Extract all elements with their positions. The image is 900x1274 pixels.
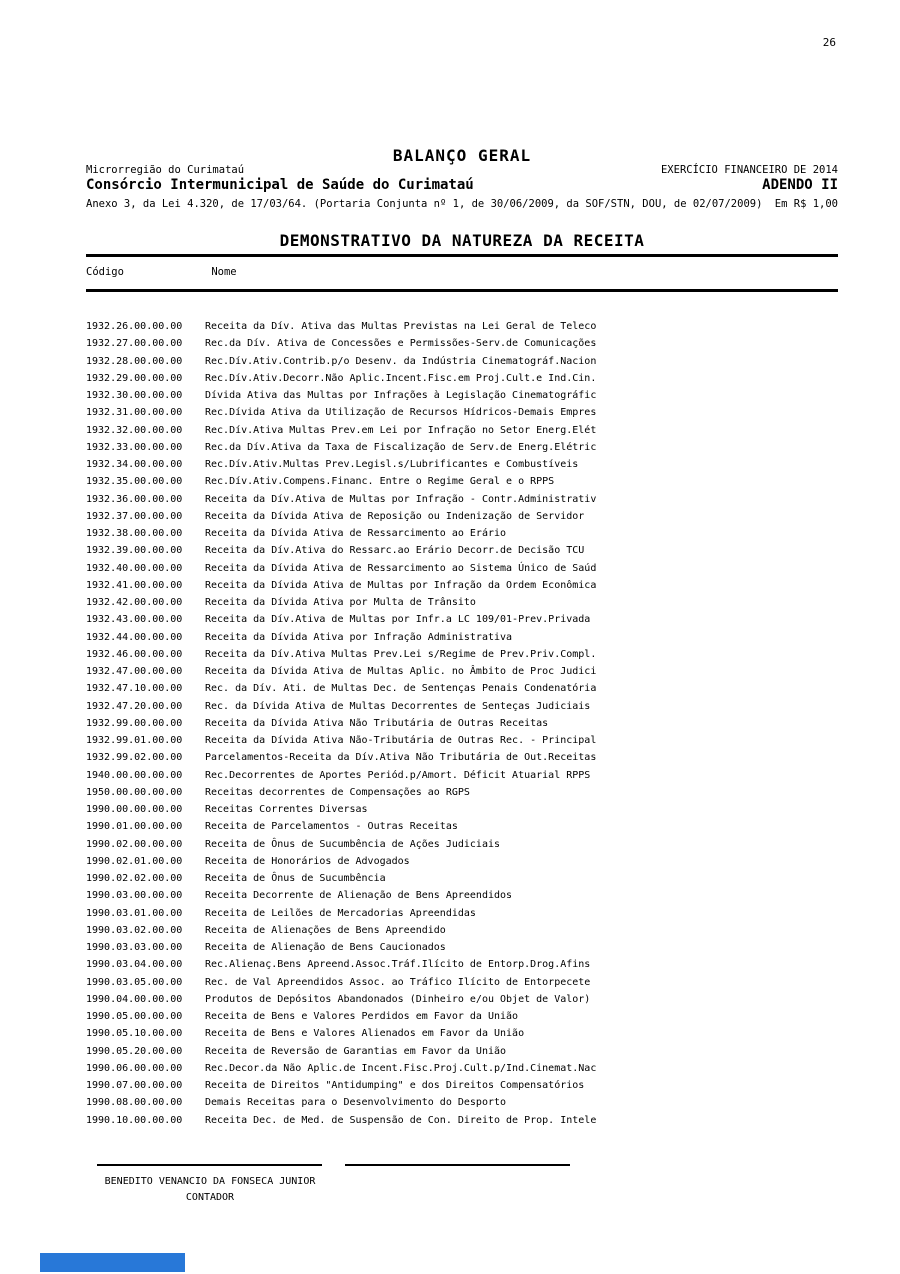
row-code: 1932.99.01.00.00 (86, 735, 183, 746)
table-row (86, 956, 846, 973)
page-number: 26 (822, 36, 836, 49)
receipt-nature-table (86, 318, 846, 1129)
header-row-1 (86, 164, 838, 176)
row-code: 1932.30.00.00.00 (86, 390, 183, 401)
table-row (86, 715, 846, 732)
currency-unit-label: Em R$ 1,00 (774, 198, 838, 210)
row-code: 1932.36.00.00.00 (86, 493, 183, 505)
row-name: Rec. da Dív. Ati. de Multas Dec. de Sentenças Penais Condenatória (205, 683, 597, 695)
row-name: Receita da Dív.Ativa de Multas por Infr.a LC 109/01-Prev.Privada (205, 614, 591, 626)
row-code: 1990.04.00.00.00 (86, 993, 183, 1005)
row-name: Receita da Dívida Ativa de Ressarcimento ao Erário (205, 528, 507, 539)
row-name: Receita de Parcelamentos - Outras Receitas (205, 821, 458, 833)
column-header-codigo: Código (86, 266, 124, 278)
table-row (86, 818, 846, 835)
row-name: Receita Decorrente de Alienação de Bens Apreendidos (205, 890, 513, 902)
row-code: 1990.08.00.00.00 (86, 1097, 183, 1109)
row-name: Rec.Dív.Ativ.Contrib.p/o Desenv. da Indústria Cinematográf.Nacion (205, 355, 597, 367)
table-row (86, 491, 846, 508)
addendum-label: ADENDO II (762, 177, 838, 193)
row-name: Rec.Dív.Ativ.Compens.Financ. Entre o Regime Geral e o RPPS (205, 476, 555, 488)
org-name: Consórcio Intermunicipal de Saúde do Curimataú (86, 177, 474, 193)
row-code: 1990.05.00.00.00 (86, 1011, 183, 1022)
row-name: Demais Receitas para o Desenvolvimento do Desporto (205, 1097, 507, 1109)
table-row (86, 387, 846, 404)
table-row (86, 404, 846, 421)
table-row (86, 1077, 846, 1094)
row-code: 1932.28.00.00.00 (86, 355, 183, 367)
table-row (86, 905, 846, 922)
row-code: 1932.47.10.00.00 (86, 683, 183, 695)
table-row (86, 629, 846, 646)
row-name: Rec.Decorrentes de Aportes Periód.p/Amort. Déficit Atuarial RPPS (205, 769, 591, 781)
row-name: Receita de Alienação de Bens Caucionados (205, 942, 446, 953)
table-row (86, 784, 846, 801)
row-name: Produtos de Depósitos Abandonados (Dinheiro e/ou Objet de Valor) (205, 993, 591, 1005)
row-name: Receita da Dívida Ativa de Multas por Infração da Ordem Econômica (205, 579, 597, 591)
fiscal-year-label: EXERCÍCIO FINANCEIRO DE 2014 (660, 164, 838, 176)
table-row (86, 853, 846, 870)
row-code: 1990.02.01.00.00 (86, 855, 183, 867)
row-code: 1990.07.00.00.00 (86, 1080, 183, 1091)
row-name: Receita da Dívida Ativa por Multa de Trânsito (205, 597, 476, 608)
table-row (86, 422, 846, 439)
table-row (86, 1112, 846, 1129)
row-code: 1932.99.02.00.00 (86, 752, 183, 764)
blue-highlight-bar (40, 1253, 185, 1272)
row-code: 1932.47.00.00.00 (86, 666, 183, 677)
row-code: 1932.34.00.00.00 (86, 459, 183, 470)
row-name: Receita de Bens e Valores Alienados em Favor da União (205, 1028, 525, 1040)
row-code: 1990.03.05.00.00 (86, 976, 183, 988)
row-name: Receitas decorrentes de Compensações ao RGPS (205, 786, 470, 798)
row-name: Dívida Ativa das Multas por Infrações à Legislação Cinematográfic (205, 390, 597, 401)
row-name: Receita de Reversão de Garantias em Favor da União (205, 1045, 507, 1057)
row-code: 1990.10.00.00.00 (86, 1114, 183, 1126)
table-row (86, 974, 846, 991)
column-header-nome: Nome (211, 266, 237, 278)
table-row (86, 991, 846, 1008)
signer-name: BENEDITO VENANCIO DA FONSECA JUNIOR (104, 1176, 316, 1187)
row-name: Receita da Dívida Ativa de Reposição ou Indenização de Servidor (205, 510, 585, 522)
row-code: 1932.99.00.00.00 (86, 717, 183, 729)
table-row (86, 439, 846, 456)
row-name: Receita da Dívida Ativa por Infração Administrativa (205, 631, 513, 643)
row-code: 1932.35.00.00.00 (86, 476, 183, 488)
table-row (86, 749, 846, 766)
row-name: Rec.Alienaç.Bens Apreend.Assoc.Tráf.Ilícito de Entorp.Drog.Afins (205, 959, 591, 971)
table-row (86, 887, 846, 904)
row-code: 1990.03.00.00.00 (86, 890, 183, 902)
row-name: Receita da Dívida Ativa de Ressarcimento ao Sistema Único de Saúd (205, 562, 597, 574)
row-name: Rec.Decor.da Não Aplic.de Incent.Fisc.Proj.Cult.p/Ind.Cinemat.Nac (205, 1062, 597, 1074)
table-row (86, 1094, 846, 1111)
row-name: Receita da Dív. Ativa das Multas Previstas na Lei Geral de Teleco (205, 321, 597, 332)
row-name: Rec.Dív.Ativa Multas Prev.em Lei por Infração no Setor Energ.Elét (205, 424, 597, 436)
row-name: Rec.Dívida Ativa da Utilização de Recursos Hídricos-Demais Empres (205, 407, 597, 419)
table-row (86, 836, 846, 853)
signer-role: CONTADOR (185, 1192, 235, 1203)
row-name: Receita de Ônus de Sucumbência (205, 873, 386, 884)
horizontal-rule-under-headers (86, 289, 838, 292)
table-row (86, 680, 846, 697)
table-row (86, 698, 846, 715)
table-row (86, 508, 846, 525)
row-name: Receita da Dívida Ativa Não Tributária de Outras Receitas (205, 717, 549, 729)
signature-line-left (97, 1164, 322, 1166)
row-code: 1990.01.00.00.00 (86, 821, 183, 833)
row-code: 1990.03.02.00.00 (86, 924, 183, 936)
table-row (86, 663, 846, 680)
row-code: 1932.47.20.00.00 (86, 700, 183, 712)
header-row-3 (86, 198, 838, 210)
row-name: Receita de Honorários de Advogados (205, 855, 410, 867)
row-name: Receita de Leilões de Mercadorias Apreendidas (205, 907, 476, 919)
row-code: 1990.02.00.00.00 (86, 838, 183, 850)
row-name: Receita da Dív.Ativa do Ressarc.ao Erário Decorr.de Decisão TCU (205, 545, 585, 557)
row-code: 1950.00.00.00.00 (86, 786, 183, 798)
row-code: 1932.38.00.00.00 (86, 528, 183, 539)
table-row (86, 525, 846, 542)
row-code: 1990.05.10.00.00 (86, 1028, 183, 1040)
row-code: 1932.41.00.00.00 (86, 579, 183, 591)
row-code: 1990.02.02.00.00 (86, 873, 183, 884)
table-row (86, 1025, 846, 1042)
report-title: BALANÇO GERAL (392, 146, 532, 165)
row-code: 1932.29.00.00.00 (86, 372, 183, 384)
row-name: Rec.da Dív. Ativa de Concessões e Permissões-Serv.de Comunicações (205, 338, 597, 350)
table-row (86, 577, 846, 594)
row-name: Receita de Alienações de Bens Apreendido (205, 924, 446, 936)
row-name: Receita de Ônus de Sucumbência de Ações Judiciais (205, 838, 501, 850)
signature-line-right (345, 1164, 570, 1166)
row-name: Rec.da Dív.Ativa da Taxa de Fiscalização de Serv.de Energ.Elétric (205, 441, 597, 453)
row-code: 1932.43.00.00.00 (86, 614, 183, 626)
row-code: 1932.37.00.00.00 (86, 510, 183, 522)
table-row (86, 318, 846, 335)
row-code: 1932.26.00.00.00 (86, 321, 183, 332)
table-row (86, 939, 846, 956)
table-row (86, 353, 846, 370)
table-row (86, 542, 846, 559)
table-row (86, 870, 846, 887)
table-row (86, 767, 846, 784)
row-name: Rec.Dív.Ativ.Multas Prev.Legisl.s/Lubrificantes e Combustíveis (205, 459, 579, 470)
table-row (86, 370, 846, 387)
row-code: 1932.27.00.00.00 (86, 338, 183, 350)
row-name: Receitas Correntes Diversas (205, 804, 368, 815)
table-row (86, 335, 846, 352)
row-code: 1932.44.00.00.00 (86, 631, 183, 643)
table-row (86, 1043, 846, 1060)
header-row-2 (86, 177, 838, 193)
table-row (86, 1008, 846, 1025)
table-row (86, 560, 846, 577)
row-code: 1940.00.00.00.00 (86, 769, 183, 781)
row-code: 1932.40.00.00.00 (86, 562, 183, 574)
row-name: Parcelamentos-Receita da Dív.Ativa Não Tributária de Out.Receitas (205, 752, 597, 764)
row-name: Receita Dec. de Med. de Suspensão de Con. Direito de Prop. Intele (205, 1114, 597, 1126)
row-code: 1932.32.00.00.00 (86, 424, 183, 436)
row-name: Receita da Dív.Ativa Multas Prev.Lei s/Regime de Prev.Priv.Compl. (205, 648, 597, 660)
row-code: 1990.03.03.00.00 (86, 942, 183, 953)
table-row (86, 473, 846, 490)
row-name: Receita de Direitos "Antidumping" e dos Direitos Compensatórios (205, 1080, 585, 1091)
table-row (86, 801, 846, 818)
row-code: 1932.31.00.00.00 (86, 407, 183, 419)
row-code: 1990.05.20.00.00 (86, 1045, 183, 1057)
horizontal-rule-top (86, 254, 838, 257)
table-column-headers (86, 266, 838, 278)
table-row (86, 646, 846, 663)
table-row (86, 594, 846, 611)
table-row (86, 732, 846, 749)
row-code: 1932.39.00.00.00 (86, 545, 183, 557)
table-row (86, 1060, 846, 1077)
row-code: 1990.03.01.00.00 (86, 907, 183, 919)
row-name: Receita da Dívida Ativa Não-Tributária de Outras Rec. - Principal (205, 735, 597, 746)
org-region-label: Microrregião do Curimataú (86, 164, 245, 176)
row-code: 1932.46.00.00.00 (86, 648, 183, 660)
row-code: 1990.06.00.00.00 (86, 1062, 183, 1074)
section-title: DEMONSTRATIVO DA NATUREZA DA RECEITA (279, 231, 645, 250)
row-name: Rec. da Dívida Ativa de Multas Decorrentes de Senteças Judiciais (205, 700, 591, 712)
row-code: 1932.42.00.00.00 (86, 597, 183, 608)
row-name: Receita de Bens e Valores Perdidos em Favor da União (205, 1011, 519, 1022)
row-name: Rec.Dív.Ativ.Decorr.Não Aplic.Incent.Fisc.em Proj.Cult.e Ind.Cin. (205, 372, 597, 384)
row-name: Receita da Dív.Ativa de Multas por Infração - Contr.Administrativ (205, 493, 597, 505)
table-row (86, 456, 846, 473)
row-name: Rec. de Val Apreendidos Assoc. ao Tráfico Ilícito de Entorpecete (205, 976, 591, 988)
table-row (86, 922, 846, 939)
row-code: 1990.00.00.00.00 (86, 804, 183, 815)
row-code: 1990.03.04.00.00 (86, 959, 183, 971)
row-code: 1932.33.00.00.00 (86, 441, 183, 453)
legal-reference: Anexo 3, da Lei 4.320, de 17/03/64. (Portaria Conjunta nº 1, de 30/06/2009, da SOF/STN, DOU, de 02/07/2009) (86, 198, 763, 210)
row-name: Receita da Dívida Ativa de Multas Aplic. no Âmbito de Proc Judici (205, 666, 597, 677)
table-row (86, 611, 846, 628)
